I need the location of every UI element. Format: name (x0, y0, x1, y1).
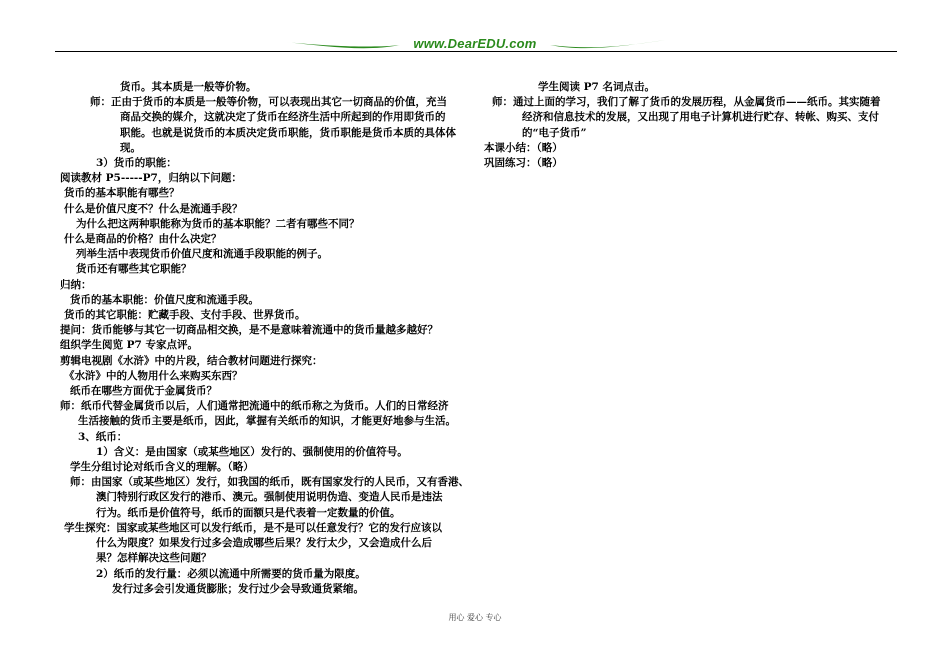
left-text-line: 剪辑电视剧《水浒》中的片段，结合教材问题进行探究： (60, 354, 323, 367)
left-text-line: 职能。也就是说货币的本质决定货币职能，货币职能是货币本质的具体体 (120, 126, 456, 139)
left-text-line: 1）含义：是由国家（或某些地区）发行的、强制使用的价值符号。 (96, 445, 408, 458)
right-column (484, 80, 904, 171)
left-text-line: 什么是价值尺度不？什么是流通手段？ (64, 202, 243, 215)
right-text-line: 的“电子货币” (522, 126, 587, 139)
left-text-line: 什么是商品的价格？由什么决定？ (64, 233, 222, 246)
right-text-line: 学生阅读 P7 名词点击。 (538, 81, 656, 93)
left-text-line: 3、纸币： (78, 430, 128, 443)
right-text-line: 本课小结：（略） (484, 141, 563, 154)
left-text-line: 师：正由于货币的本质是一般等价物，可以表现出其它一切商品的价值，充当 (90, 96, 447, 109)
page-footer: 用心 爱心 专心 (448, 613, 502, 622)
header-rule (55, 51, 897, 52)
left-text-line: 货币的基本职能：价值尺度和流通手段。 (70, 293, 259, 306)
left-column (60, 80, 480, 597)
right-text-line: 巩固练习：（略） (484, 157, 563, 170)
right-text-line: 经济和信息技术的发展，又出现了用电子计算机进行贮存、转帐、购买、支付 (522, 111, 879, 124)
left-text-line: 货币还有哪些其它职能？ (76, 263, 192, 276)
left-text-line: 货币的基本职能有哪些？ (64, 187, 180, 200)
left-text-line: 生活接触的货币主要是纸币，因此，掌握有关纸币的知识，才能更好地参与生活。 (78, 415, 456, 428)
left-text-line: 发行过多会引发通货膨胀；发行过少会导致通货紧缩。 (112, 582, 364, 595)
left-text-line: 货币的其它职能：贮藏手段、支付手段、世界货币。 (64, 309, 306, 322)
left-text-line: 阅读教材 P5-----P7，归纳以下问题： (60, 172, 242, 185)
left-text-line: 学生探究：国家或某些地区可以发行纸币，是不是可以任意发行？它的发行应该以 (64, 521, 442, 534)
left-text-line: 归纳： (60, 278, 92, 291)
left-text-line: 什么为限度？如果发行过多会造成哪些后果？发行太少，又会造成什么后 (96, 537, 432, 550)
left-text-line: 货币。其本质是一般等价物。 (120, 81, 257, 93)
left-text-line: 纸币在哪些方面优于金属货币？ (70, 385, 217, 398)
left-text-line: 商品交换的媒介，这就决定了货币在经济生活中所起到的作用即货币的 (120, 111, 446, 124)
left-text-line: 列举生活中表现货币价值尺度和流通手段职能的例子。 (76, 248, 328, 261)
left-text-line: 澳门特别行政区发行的港币、澳元。强制使用说明伪造、变造人民币是违法 (96, 491, 443, 504)
header-logo: www.DearEDU.com (413, 36, 537, 51)
left-text-line: 3）货币的职能： (96, 157, 177, 170)
left-text-line: 师：纸币代替金属货币以后，人们通常把流通中的纸币称之为货币。人们的日常经济 (60, 400, 449, 413)
left-text-line: 《水浒》中的人物用什么来购买东西？ (64, 369, 243, 382)
left-text-line: 行为。纸币是价值符号，纸币的面额只是代表着一定数量的价值。 (96, 506, 401, 519)
left-text-line: 2）纸币的发行量：必须以流通中所需要的货币量为限度。 (96, 567, 366, 580)
left-text-line: 师：由国家（或某些地区）发行，如我国的纸币，既有国家发行的人民币，又有香港、 (70, 476, 469, 489)
left-text-line: 现。 (120, 141, 141, 154)
left-text-line: 为什么把这两种职能称为货币的基本职能？二者有哪些不同？ (76, 217, 360, 230)
left-text-line: 果？怎样解决这些问题？ (96, 552, 212, 565)
left-text-line: 学生分组讨论对纸币含义的理解。（略） (70, 461, 254, 474)
right-text-line: 师：通过上面的学习，我们了解了货币的发展历程，从金属货币——纸币。其实随着 (492, 96, 881, 109)
left-text-line: 组织学生阅览 P7 专家点评。 (60, 339, 199, 352)
left-text-line: 提问：货币能够与其它一切商品相交换，是不是意味着流通中的货币量越多越好？ (60, 324, 438, 337)
